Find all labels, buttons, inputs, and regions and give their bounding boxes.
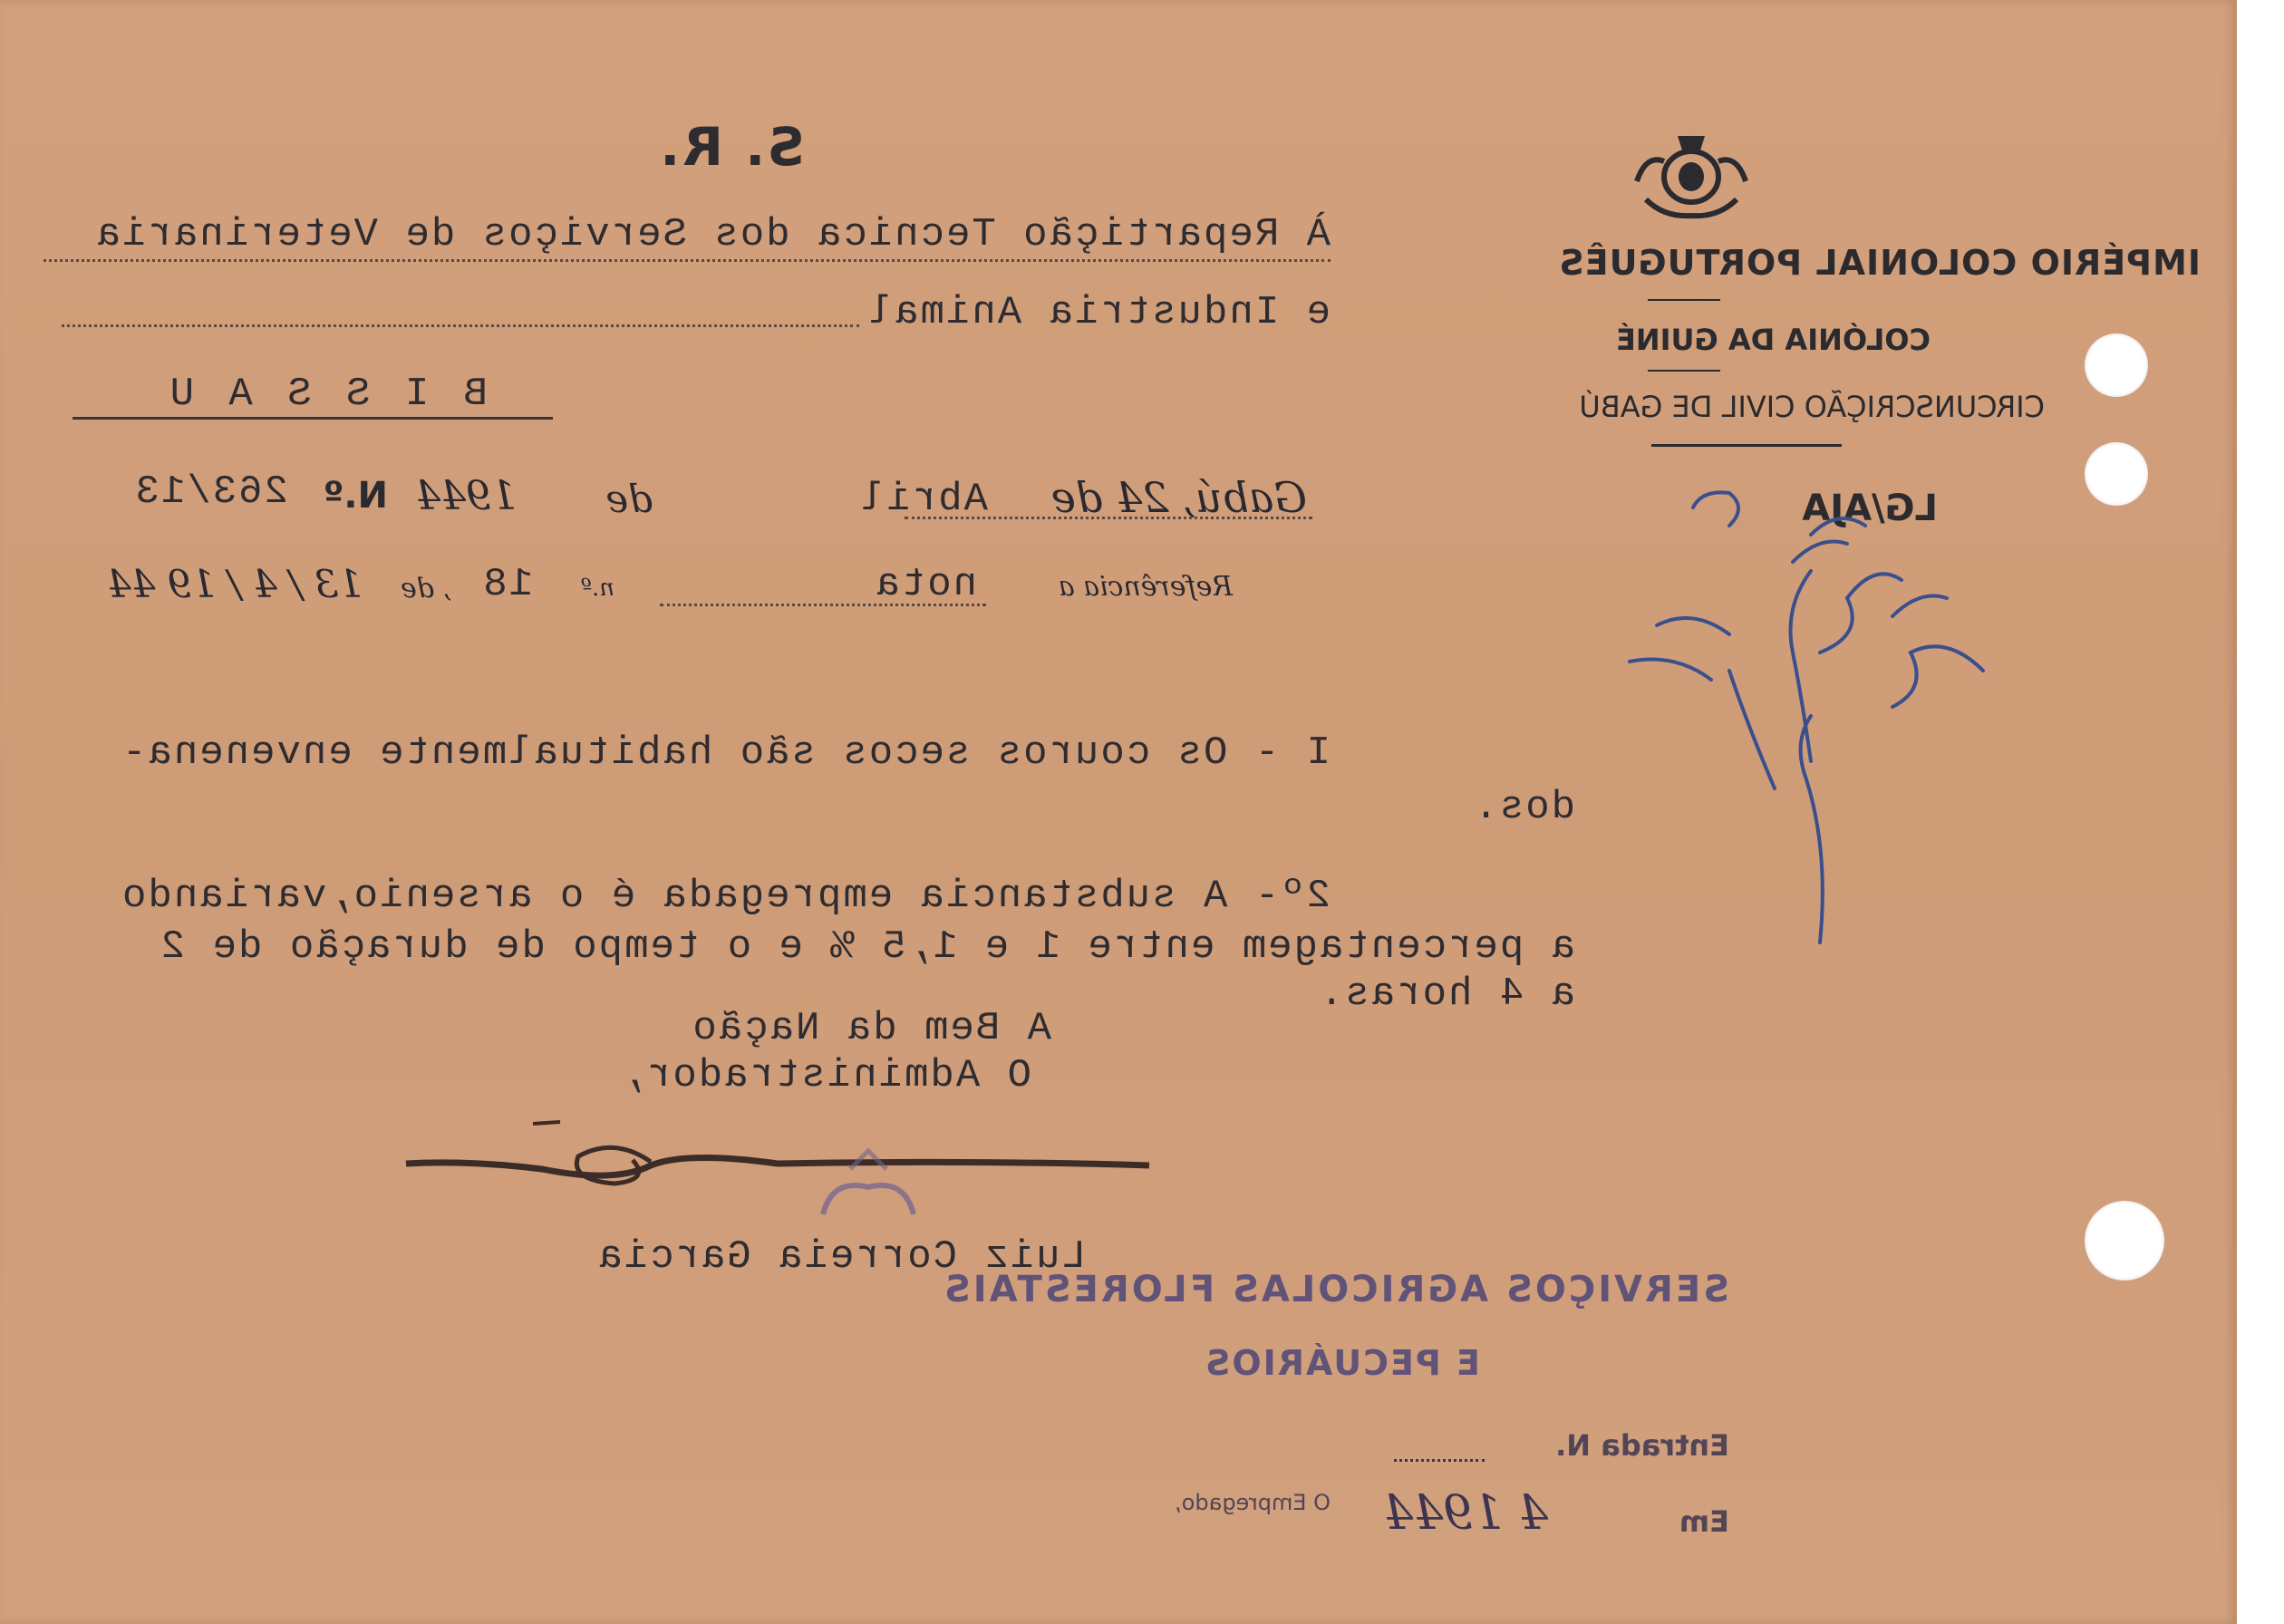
closing-salutation: A Bem da Nação — [691, 1006, 1051, 1051]
body-paragraph2-line1: 2º- A substancia empregada é o arsenio,variando — [120, 874, 1331, 919]
stamp-line2: E PECUÁRIOS — [1203, 1343, 1480, 1383]
stamp-line1: SERVIÇOS AGRICOLAS FLORESTAIS — [941, 1269, 1729, 1310]
signatory-name: Luiz Correia Garcia — [596, 1234, 1086, 1280]
coat-of-arms-emblem — [1628, 127, 1755, 227]
dotted-line — [1394, 1459, 1485, 1462]
handwritten-annotation — [1602, 471, 2001, 997]
city: B I S S A U — [164, 372, 488, 417]
addressee-line1: À Repartição Tecnica dos Serviços de Veterinaria — [94, 212, 1331, 257]
body-paragraph2-line3: a 4 horas. — [1317, 972, 1575, 1017]
stamp-entrada: Entrada N. — [1555, 1428, 1729, 1463]
letterhead-line1: IMPÉRIO COLONIAL PORTUGUÊS — [1558, 243, 2201, 283]
date-month: Abril — [858, 477, 988, 522]
sr-heading: S. R. — [658, 116, 805, 178]
body-paragraph1-line2: dos. — [1472, 785, 1575, 830]
reference-code: LG/AJA — [1802, 488, 1938, 529]
body-paragraph2-line2: a percentagem entre 1 e 1,5 % e o tempo de duração de 2 — [159, 924, 1575, 970]
divider — [1648, 299, 1720, 301]
reference-date: 13 / 4 / 19 44 — [106, 562, 363, 606]
number-label: N.º — [323, 475, 388, 517]
body-paragraph1-line1: I - Os couros secos são habitualmente envenena- — [120, 730, 1331, 776]
reference-de-label: , de — [400, 573, 451, 604]
addressee-line2: e Industria Animal — [866, 290, 1331, 335]
stamp-em: Em — [1679, 1504, 1729, 1539]
closing-title: O Administrador, — [619, 1053, 1031, 1098]
divider — [1648, 370, 1720, 372]
reference-number: 18 — [481, 562, 533, 607]
administrator-signature — [397, 1097, 1158, 1205]
underline — [73, 417, 553, 420]
letterhead-line3: CIRCUNSCRIÇÃO CIVIL DE GABÚ — [1579, 390, 2045, 424]
dotted-line — [62, 324, 859, 327]
stamp-empregado: O Empregado, — [1175, 1490, 1331, 1515]
reference-document: nota — [874, 562, 977, 607]
document-number: 263/13 — [133, 469, 288, 515]
reference-n-label: n.º — [580, 575, 615, 602]
dotted-line — [44, 259, 1331, 262]
letterhead-line2: COLÓNIA DA GUINÉ — [1616, 323, 1931, 357]
stamp-date: 4 1944 — [1383, 1486, 1548, 1541]
date-place-day: Gabú, 24 de — [1050, 473, 1307, 522]
reference-label: Referência a — [1058, 571, 1233, 603]
date-year: 1944 — [415, 473, 517, 519]
crown-stamp-icon — [805, 1142, 932, 1242]
date-de: de — [605, 477, 653, 521]
divider — [1651, 444, 1842, 447]
